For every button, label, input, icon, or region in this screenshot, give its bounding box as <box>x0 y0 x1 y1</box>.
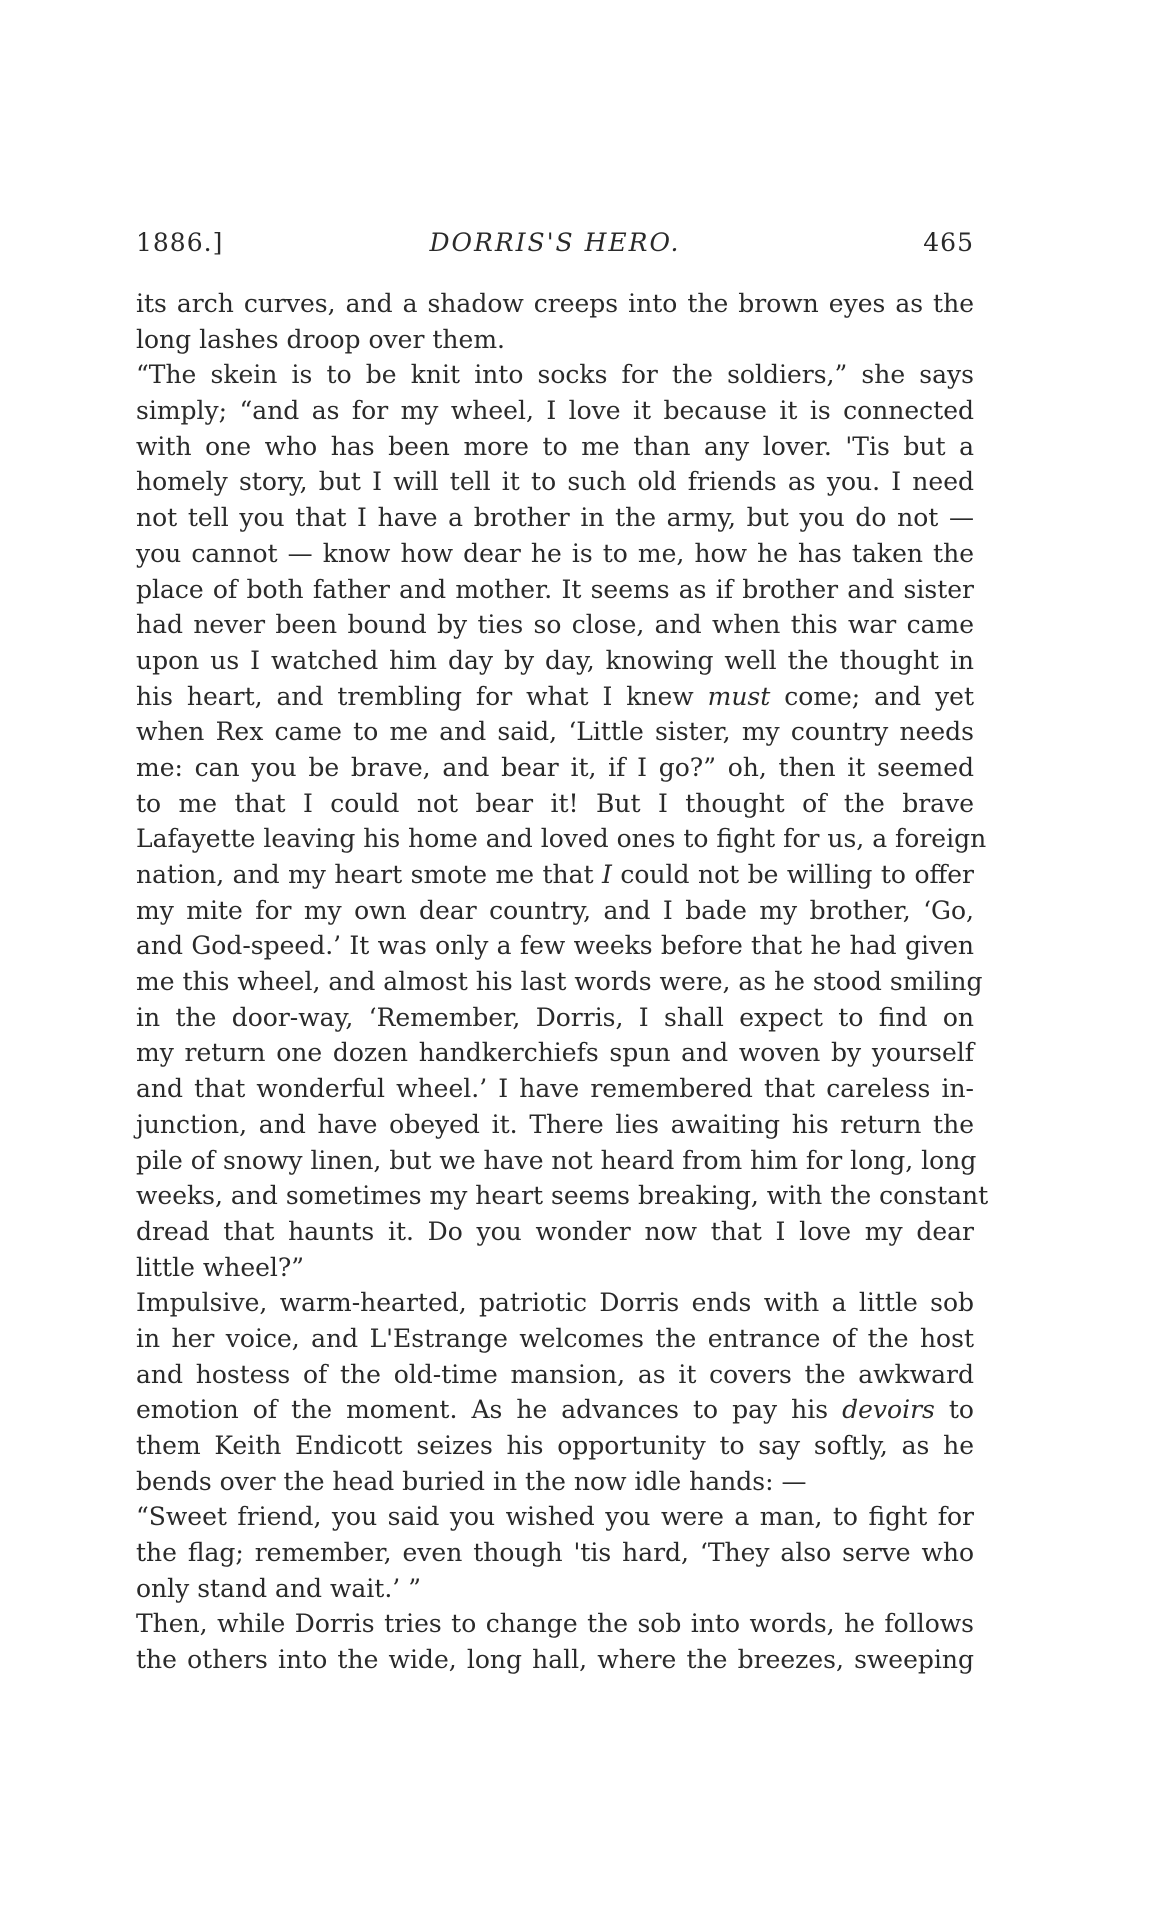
page-number: 465 <box>923 228 974 257</box>
header-date: 1886.] <box>136 228 224 257</box>
text-line: junction, and have obeyed it. There lies awaiting his return the <box>136 1109 974 1139</box>
italic-word: devoirs <box>842 1395 935 1425</box>
text-line: simply; “and as for my wheel, I love it because it is connected <box>136 396 974 426</box>
header-title: DORRIS'S HERO. <box>429 228 681 257</box>
text-line: dread that haunts it. Do you wonder now that I love my dear <box>136 1216 974 1246</box>
text-line: me: can you be brave, and bear it, if I go?” oh, then it seemed <box>136 752 974 782</box>
running-head <box>136 228 974 268</box>
text-segment: emotion of the moment. As he advances to pay his <box>136 1395 829 1425</box>
text-line: long lashes droop over them. <box>136 324 505 354</box>
text-line: the flag; remember, even though 'tis hard, ‘They also serve who <box>136 1538 974 1568</box>
text-segment: could not be willing to offer <box>620 860 974 889</box>
text-line: bends over the head buried in the now idle hands: — <box>136 1466 807 1496</box>
text-segment: come; and yet <box>784 681 974 711</box>
text-line: only stand and wait.’ ” <box>136 1573 421 1603</box>
text-line: in the door-way, ‘Remember, Dorris, I shall expect to find on <box>136 1002 974 1032</box>
text-line: its arch curves, and a shadow creeps into the brown eyes as the <box>136 289 974 318</box>
text-line <box>136 679 974 715</box>
text-line: and hostess of the old-time mansion, as it covers the awkward <box>136 1359 974 1389</box>
text-segment: to <box>948 1395 974 1425</box>
text-line: pile of snowy linen, but we have not heard from him for long, long <box>136 1145 977 1175</box>
text-line <box>136 857 974 893</box>
text-line: and God-speed.’ It was only a few weeks before that he had given <box>136 931 974 961</box>
text-line: upon us I watched him day by day, knowing well the thought in <box>136 645 974 675</box>
text-line: had never been bound by ties so close, and when this war came <box>136 610 974 640</box>
text-line: me this wheel, and almost his last words were, as he stood smiling <box>136 967 983 997</box>
text-line: with one who has been more to me than any lover. 'Tis but a <box>136 431 974 461</box>
text-line: the others into the wide, long hall, where the breezes, sweeping <box>136 1645 974 1675</box>
text-line: Impulsive, warm-hearted, patriotic Dorris ends with a little sob <box>136 1288 974 1318</box>
text-line: Lafayette leaving his home and loved ones to fight for us, a foreign <box>136 824 987 854</box>
text-segment: his heart, and trembling for what I knew <box>136 681 694 711</box>
text-line: to me that I could not bear it! But I thought of the brave <box>136 788 974 818</box>
text-line: weeks, and sometimes my heart seems breaking, with the constant <box>136 1181 989 1211</box>
text-line: not tell you that I have a brother in the army, but you do not — <box>136 503 974 533</box>
text-line: “The skein is to be knit into socks for the soldiers,” she says <box>136 360 974 390</box>
text-line: when Rex came to me and said, ‘Little sister, my country needs <box>136 717 974 747</box>
text-line: little wheel?” <box>136 1252 305 1282</box>
text-segment: nation, and my heart smote me that <box>136 860 594 889</box>
text-line: you cannot — know how dear he is to me, how he has taken the <box>136 538 974 568</box>
italic-word: must <box>707 681 771 711</box>
text-line <box>136 1392 974 1428</box>
text-line: my return one dozen handkerchiefs spun and woven by yourself <box>136 1038 974 1068</box>
italic-word: I <box>602 860 612 889</box>
text-line: my mite for my own dear country, and I bade my brother, ‘Go, <box>136 895 974 925</box>
body-text <box>136 286 989 1678</box>
text-line: Then, while Dorris tries to change the sob into words, he follows <box>136 1609 974 1639</box>
text-line: them Keith Endicott seizes his opportunity to say softly, as he <box>136 1431 974 1460</box>
text-line: and that wonderful wheel.’ I have remembered that careless in- <box>136 1074 974 1104</box>
text-line: in her voice, and L'Estrange welcomes the entrance of the host <box>136 1323 974 1353</box>
text-line: homely story, but I will tell it to such old friends as you. I need <box>136 467 974 497</box>
text-line: “Sweet friend, you said you wished you were a man, to fight for <box>136 1502 974 1532</box>
text-line: place of both father and mother. It seems as if brother and sister <box>136 574 974 604</box>
